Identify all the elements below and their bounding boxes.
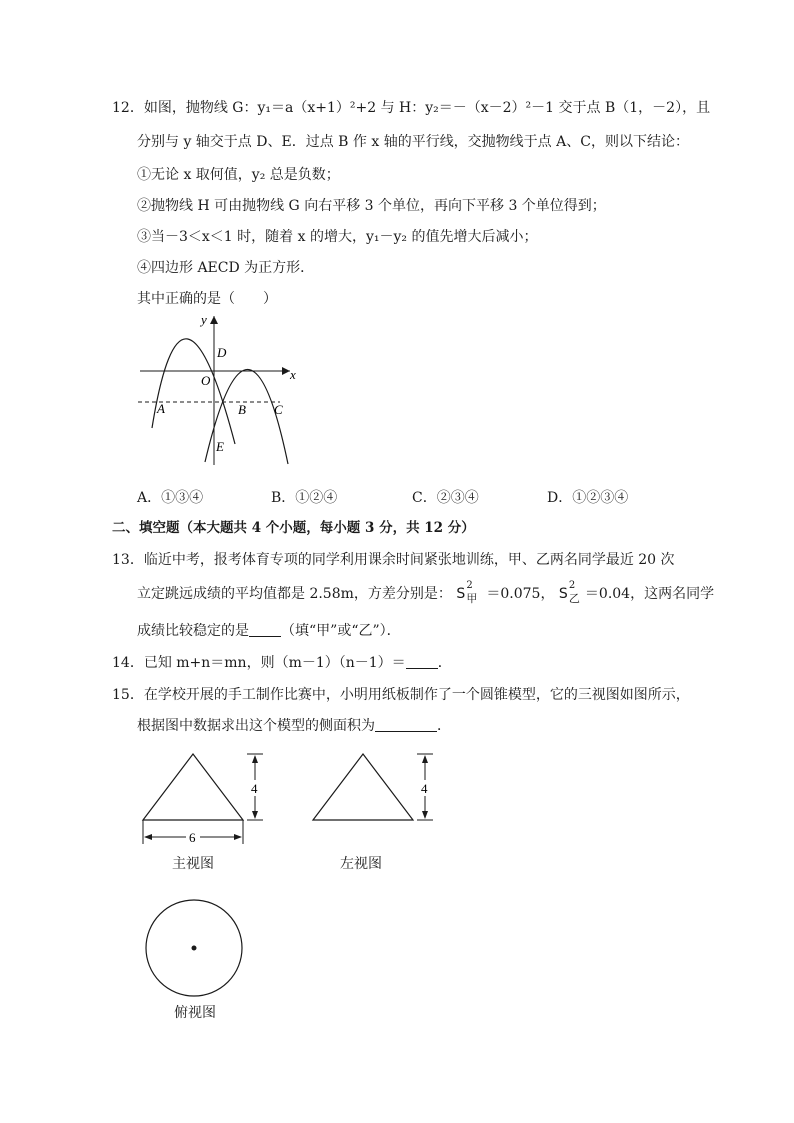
q15-text-2: 根据图中数据求出这个模型的侧面积为 bbox=[137, 718, 375, 734]
q15-line-1: 15．在学校开展的手工制作比赛中，小明用纸板制作了一个圆锥模型，它的三视图如图所示， bbox=[112, 687, 690, 703]
section-2-heading: 二、填空题（本大题共 4 个小题，每小题 3 分，共 12 分） bbox=[112, 520, 475, 536]
q13-line-3 bbox=[137, 621, 401, 641]
q12-option-d[interactable] bbox=[547, 488, 628, 508]
label-y: y bbox=[201, 312, 207, 327]
q12-number: 12． bbox=[112, 100, 144, 116]
q12-option-c[interactable] bbox=[412, 488, 479, 508]
q13-line-2 bbox=[137, 580, 715, 605]
q14-end: ． bbox=[437, 655, 452, 671]
q12-line-2: 分别与 y 轴交于点 D、E．过点 B 作 x 轴的平行线，交抛物线于点 A、C，则以下结论： bbox=[137, 134, 689, 150]
q14-line bbox=[112, 653, 452, 673]
top-view-figure bbox=[143, 897, 247, 1001]
side-height-arrow-up bbox=[422, 755, 428, 763]
front-base-arrow-left bbox=[144, 834, 152, 840]
label-a: A bbox=[157, 401, 165, 416]
front-base-arrow-right bbox=[234, 834, 242, 840]
q13-number: 13． bbox=[112, 552, 144, 568]
q13-text-3: 成绩比较稳定的是 bbox=[137, 623, 249, 639]
q12-option-a[interactable] bbox=[137, 488, 203, 508]
label-b: B bbox=[238, 402, 246, 417]
option-b-text: ①②④ bbox=[295, 490, 338, 506]
option-a-text: ①③④ bbox=[161, 490, 204, 506]
q12-statement-3: ③当－3＜x＜1 时，随着 x 的增大，y₁－y₂ 的值先增大后减小； bbox=[137, 229, 538, 245]
option-b-letter: B． bbox=[271, 490, 296, 506]
side-view-caption: 左视图 bbox=[340, 856, 382, 872]
variance-s-jia: S bbox=[456, 586, 466, 602]
variance-jia bbox=[456, 580, 486, 605]
q13-line-1 bbox=[112, 550, 675, 570]
side-height-arrow-down bbox=[422, 811, 428, 819]
q13-text-2: 立定跳远成绩的平均值都是 2.58m，方差分别是： bbox=[137, 586, 452, 602]
label-e: E bbox=[216, 439, 224, 454]
label-c: C bbox=[274, 402, 283, 417]
q12-statement-1: ①无论 x 取何值，y₂ 总是负数； bbox=[137, 167, 340, 183]
label-x: x bbox=[290, 367, 296, 382]
q14-answer-blank[interactable] bbox=[406, 654, 438, 669]
q14-text: 14．已知 m+n＝mn，则（m－1）（n－1）＝ bbox=[112, 655, 406, 671]
option-c-text: ②③④ bbox=[436, 490, 479, 506]
q13-answer-blank[interactable] bbox=[249, 622, 281, 637]
q12-text-1: 如图，抛物线 G：y₁＝a（x+1）²+2 与 H：y₂＝－（x－2）²－1 交于点 B（1，－2），且 bbox=[143, 100, 711, 116]
front-height-arrow-up bbox=[252, 755, 258, 763]
variance-sub-yi: 乙 bbox=[568, 592, 580, 605]
side-view-figure bbox=[305, 748, 445, 828]
variance-yi-value: ＝0.04，这两名同学 bbox=[584, 586, 715, 602]
front-base-label: 6 bbox=[189, 830, 196, 845]
front-height-label: 4 bbox=[251, 781, 258, 796]
q15-answer-blank[interactable] bbox=[375, 717, 437, 732]
variance-jia-value: ＝0.075， bbox=[486, 586, 555, 602]
q12-prompt: 其中正确的是（ ） bbox=[137, 291, 277, 307]
q12-parabola-figure bbox=[130, 310, 310, 470]
y-axis-arrow bbox=[210, 316, 218, 324]
label-d: D bbox=[217, 345, 227, 360]
option-c-letter: C． bbox=[412, 490, 437, 506]
option-d-text: ①②③④ bbox=[572, 490, 629, 506]
q12-option-b[interactable] bbox=[271, 488, 337, 508]
top-view-caption: 俯视图 bbox=[174, 1005, 216, 1021]
variance-yi bbox=[558, 580, 585, 605]
q13-text-1: 临近中考，报考体育专项的同学利用课余时间紧张地训练，甲、乙两名同学最近 20 次 bbox=[143, 552, 675, 568]
variance-sup-jia: 2 bbox=[466, 580, 473, 591]
q15-end: ． bbox=[437, 718, 451, 734]
variance-s-yi: S bbox=[558, 586, 568, 602]
option-d-letter: D． bbox=[547, 490, 573, 506]
q12-line-1 bbox=[112, 98, 710, 118]
x-axis-arrow bbox=[282, 367, 290, 375]
label-o: O bbox=[201, 373, 211, 388]
side-view-triangle bbox=[313, 754, 413, 820]
variance-sub-jia: 甲 bbox=[466, 592, 478, 605]
q15-line-2 bbox=[137, 716, 451, 736]
variance-sup-yi: 2 bbox=[568, 580, 576, 591]
front-view-caption: 主视图 bbox=[172, 856, 214, 872]
option-a-letter: A． bbox=[137, 490, 162, 506]
q12-statement-2: ②抛物线 H 可由抛物线 G 向右平移 3 个单位，再向下平移 3 个单位得到； bbox=[137, 198, 606, 214]
front-view-figure bbox=[135, 748, 275, 848]
top-view-center-dot bbox=[192, 946, 197, 951]
front-height-arrow-down bbox=[252, 811, 258, 819]
front-view-triangle bbox=[143, 754, 243, 820]
q13-text-3b: （填“甲”或“乙”）． bbox=[281, 623, 401, 639]
side-height-label: 4 bbox=[421, 781, 428, 796]
q12-statement-4: ④四边形 AECD 为正方形． bbox=[137, 260, 315, 276]
